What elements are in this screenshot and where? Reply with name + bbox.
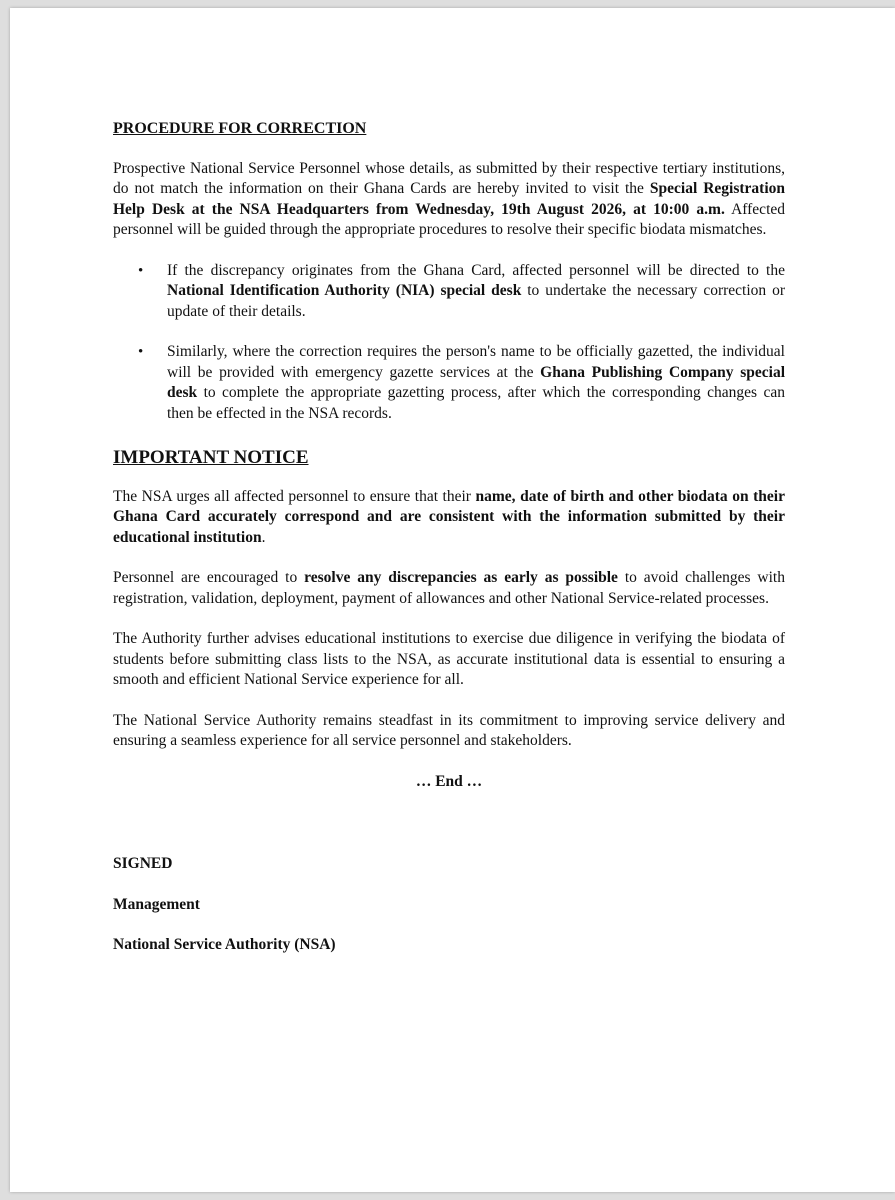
procedure-intro-paragraph <box>113 159 785 241</box>
list-item <box>138 342 785 424</box>
signatory-organization: National Service Authority (NSA) <box>113 936 336 953</box>
signatory-role: Management <box>113 895 200 913</box>
notice-paragraph-2 <box>113 568 785 609</box>
document-body <box>113 119 785 976</box>
bullet-text-1: If the discrepancy originates from the Ghana Card, affected personnel will be directed to the <box>167 261 785 279</box>
bullet-text-2: to undertake the necessary correction or update of their details. <box>167 282 785 320</box>
document-page <box>10 8 895 1192</box>
procedure-intro-text-2: Affected personnel will be guided through the appropriate procedures to resolve their specific biodata mismatches. <box>113 200 786 238</box>
notice-p2-text-1: Personnel are encouraged to <box>113 569 305 586</box>
bullet-icon: • <box>138 344 144 360</box>
notice-p2-emphasis: resolve any discrepancies as early as possible <box>304 569 618 586</box>
notice-heading: IMPORTANT NOTICE <box>113 447 309 468</box>
bullet-text-1: Similarly, where the correction requires the person's name to be officially gazetted, the individual will be provided with emergency gazette services at the <box>167 343 785 381</box>
procedure-bullet-list <box>113 261 785 425</box>
notice-p1-emphasis: name, date of birth and other biodata on their Ghana Card accurately correspond and are consistent with the information submitted by their educational institution <box>113 487 785 546</box>
procedure-heading: PROCEDURE FOR CORRECTION <box>113 120 367 137</box>
signature-block <box>113 854 785 956</box>
notice-paragraph-1 <box>113 487 785 549</box>
notice-paragraph-3: The Authority further advises educational institutions to exercise due diligence in verifying the biodata of students before submitting class lists to the NSA, as accurate institutional data is essential to ensuring a smooth and efficient National Service experience for all. <box>113 630 785 688</box>
end-marker: … End … <box>415 772 483 790</box>
procedure-intro-text-1: Prospective National Service Personnel whose details, as submitted by their respective tertiary institutions, do not match the information on their Ghana Cards are hereby invited to visit the <box>113 159 785 197</box>
list-item <box>138 261 785 323</box>
bullet-text-2: to complete the appropriate gazetting process, after which the corresponding changes can then be effected in the NSA records. <box>167 384 785 422</box>
notice-p2-text-2: to avoid challenges with registration, validation, deployment, payment of allowances and other National Service-related processes. <box>113 569 785 607</box>
notice-p1-text-1: The NSA urges all affected personnel to ensure that their <box>113 487 476 505</box>
notice-paragraph-4: The National Service Authority remains steadfast in its commitment to improving service delivery and ensuring a seamless experience for all service personnel and stakeholders. <box>113 711 785 749</box>
help-desk-details: Special Registration Help Desk at the NSA Headquarters from Wednesday, 19th August 2026, at 10:00 a.m. <box>113 180 785 218</box>
gazette-desk: Ghana Publishing Company special desk <box>167 363 785 401</box>
notice-p1-text-2: . <box>261 528 266 546</box>
signed-label: SIGNED <box>113 855 173 872</box>
nia-desk: National Identification Authority (NIA) special desk <box>167 282 522 299</box>
bullet-icon: • <box>138 262 144 279</box>
